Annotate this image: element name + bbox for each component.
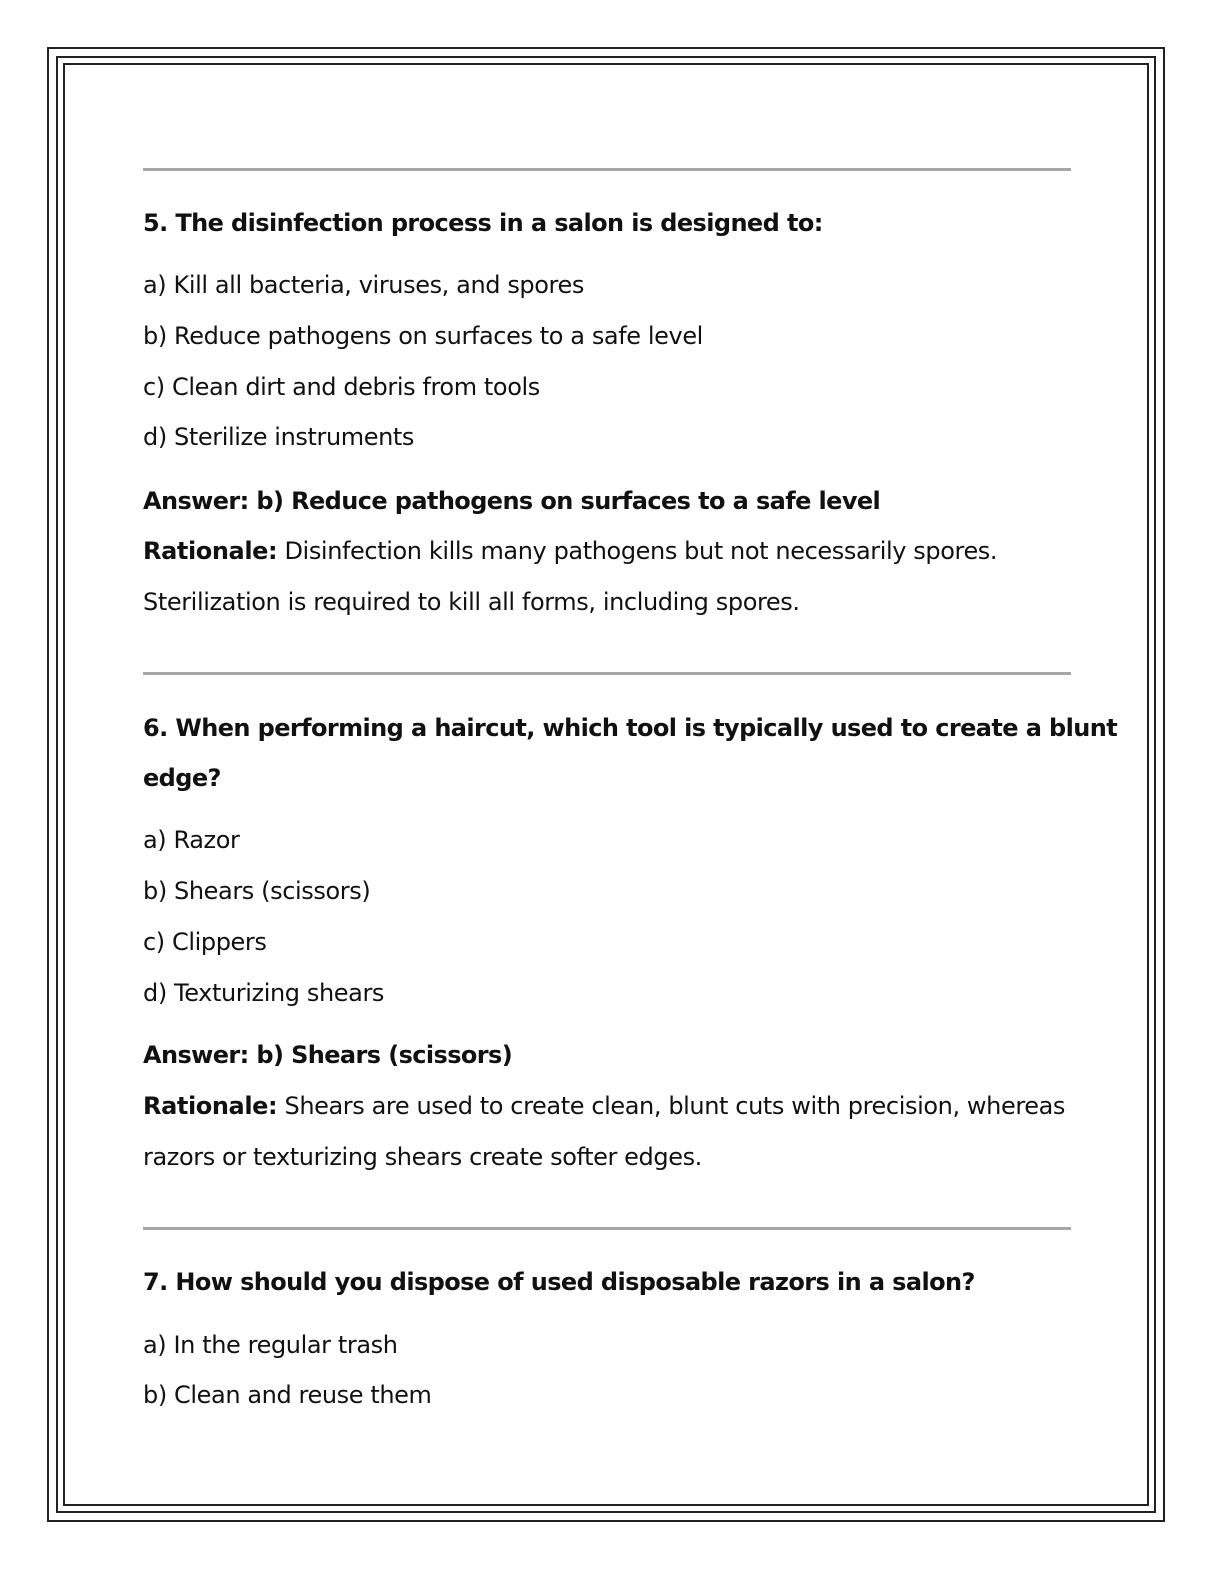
question-6-option-b: b) Shears (scissors) — [143, 877, 371, 905]
rationale-text: Disinfection kills many pathogens but not necessarily spores. — [277, 537, 998, 565]
question-5-answer: Answer: b) Reduce pathogens on surfaces to a safe level — [143, 487, 881, 515]
question-6-title-continued: edge? — [143, 764, 221, 792]
question-5-option-c: c) Clean dirt and debris from tools — [143, 373, 540, 401]
section-divider — [143, 168, 1071, 171]
rationale-label: Rationale: — [143, 1092, 278, 1120]
question-6-title: 6. When performing a haircut, which tool is typically used to create a blunt — [143, 714, 1118, 742]
question-7-option-a: a) In the regular trash — [143, 1331, 398, 1359]
question-6-rationale-continued: razors or texturizing shears create softer edges. — [143, 1143, 702, 1171]
question-5-rationale — [143, 536, 1071, 566]
question-5-option-a: a) Kill all bacteria, viruses, and spores — [143, 271, 584, 299]
question-6-option-a: a) Razor — [143, 826, 240, 854]
question-6-option-c: c) Clippers — [143, 928, 267, 956]
question-6-rationale — [143, 1091, 1071, 1121]
question-6-option-d: d) Texturizing shears — [143, 979, 385, 1007]
question-5-title: 5. The disinfection process in a salon is designed to: — [143, 209, 823, 237]
question-6-answer: Answer: b) Shears (scissors) — [143, 1041, 513, 1069]
question-5-rationale-continued: Sterilization is required to kill all forms, including spores. — [143, 588, 800, 616]
section-divider — [143, 1227, 1071, 1230]
question-5-option-d: d) Sterilize instruments — [143, 423, 415, 451]
rationale-text: Shears are used to create clean, blunt cuts with precision, whereas — [277, 1092, 1066, 1120]
question-5-option-b: b) Reduce pathogens on surfaces to a safe level — [143, 322, 703, 350]
rationale-label: Rationale: — [143, 537, 278, 565]
section-divider — [143, 672, 1071, 675]
question-7-title: 7. How should you dispose of used disposable razors in a salon? — [143, 1268, 975, 1296]
question-7-option-b: b) Clean and reuse them — [143, 1381, 432, 1409]
